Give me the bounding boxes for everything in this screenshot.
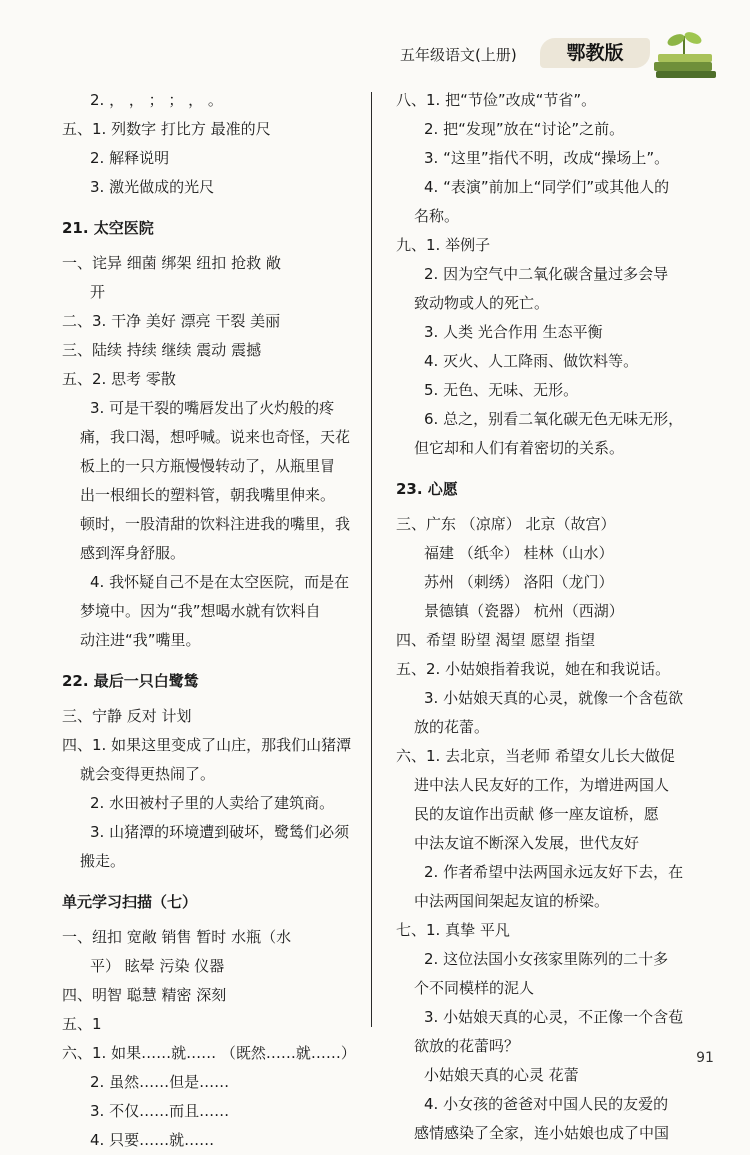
answer-line: 梦境中。因为“我”想喝水就有饮料自: [80, 602, 321, 620]
answer-line: 2. 因为空气中二氧化碳含量过多会导: [424, 265, 669, 283]
answer-line: 感情感染了全家，连小姑娘也成了中国: [414, 1124, 670, 1142]
answer-line: 个不同模样的泥人: [414, 979, 535, 997]
answer-line: 七、1. 真挚 平凡: [396, 921, 510, 939]
answer-line: 2. 把“发现”放在“讨论”之前。: [424, 120, 625, 138]
section-heading: 21. 太空医院: [62, 219, 154, 237]
answer-line: 中法两国间架起友谊的桥梁。: [414, 892, 610, 910]
answer-line: 3. 不仅……而且……: [90, 1102, 230, 1120]
answer-line: 4. “表演”前加上“同学们”或其他人的: [424, 178, 670, 196]
answer-line: 2. 虽然……但是……: [90, 1073, 230, 1091]
answer-line: 2. 作者希望中法两国永远友好下去，在: [424, 863, 684, 881]
answer-line: 四、希望 盼望 渴望 愿望 指望: [396, 631, 596, 649]
answer-line: 3. “这里”指代不明，改成“操场上”。: [424, 149, 670, 167]
answer-line: 三、宁静 反对 计划: [62, 707, 192, 725]
answer-line: 但它却和人们有着密切的关系。: [414, 439, 625, 457]
answer-line: 致动物或人的死亡。: [414, 294, 550, 312]
answer-line: 景德镇（瓷器） 杭州（西湖）: [424, 602, 624, 620]
page-number: 91: [696, 1050, 714, 1066]
answer-line: 平） 眩晕 污染 仪器: [90, 957, 225, 975]
right-column: [396, 86, 696, 1148]
answer-line: 名称。: [414, 207, 460, 225]
column-divider: [371, 92, 372, 1027]
answer-line: 开: [90, 283, 106, 301]
answer-line: 顿时，一股清甜的饮料注进我的嘴里，我: [80, 515, 351, 533]
answer-line: 2. ， ， ； ； ， 。: [90, 91, 223, 109]
section-heading: 22. 最后一只白鹭鸶: [62, 672, 199, 690]
answer-line: 4. 我怀疑自己不是在太空医院，而是在: [90, 573, 350, 591]
answer-line: 3. 可是干裂的嘴唇发出了火灼般的疼: [90, 399, 335, 417]
answer-line: 中法友谊不断深入发展，世代友好: [414, 834, 640, 852]
answer-line: 4. 小女孩的爸爸对中国人民的友爱的: [424, 1095, 669, 1113]
answer-line: 4. 灭火、人工降雨、做饮料等。: [424, 352, 639, 370]
answer-line: 3. 山猪潭的环境遭到破坏，鹭鸶们必须: [90, 823, 350, 841]
answer-line: 3. 小姑娘天真的心灵，就像一个含苞欲: [424, 689, 684, 707]
answer-line: 五、1: [62, 1015, 102, 1033]
answer-line: 出一根细长的塑料管，朝我嘴里伸来。: [80, 486, 336, 504]
answer-line: 福建 （纸伞） 桂林（山水）: [424, 544, 614, 562]
answer-line: 四、1. 如果这里变成了山庄，那我们山猪潭: [62, 736, 352, 754]
section-heading: 单元学习扫描（七）: [62, 893, 198, 911]
answer-line: 2. 这位法国小女孩家里陈列的二十多: [424, 950, 669, 968]
answer-line: 2. 水田被村子里的人卖给了建筑商。: [90, 794, 335, 812]
answer-line: 感到浑身舒服。: [80, 544, 186, 562]
answer-line: 九、1. 举例子: [396, 236, 491, 254]
answer-line: 搬走。: [80, 852, 126, 870]
left-column: [62, 86, 362, 1155]
answer-line: 五、2. 小姑娘指着我说，她在和我说话。: [396, 660, 671, 678]
answer-line: 三、陆续 持续 继续 震动 震撼: [62, 341, 262, 359]
answer-line: 五、2. 思考 零散: [62, 370, 176, 388]
answer-line: 六、1. 如果……就…… （既然……就……）: [62, 1044, 356, 1062]
answer-line: 进中法人民友好的工作，为增进两国人: [414, 776, 670, 794]
answer-line: 三、广东 （凉席） 北京（故宫）: [396, 515, 616, 533]
answer-line: 3. 小姑娘天真的心灵，不正像一个含苞: [424, 1008, 684, 1026]
answer-line: 3. 激光做成的光尺: [90, 178, 215, 196]
answer-line: 苏州 （刺绣） 洛阳（龙门）: [424, 573, 614, 591]
answer-line: 欲放的花蕾吗？: [414, 1037, 520, 1055]
answer-line: 2. 解释说明: [90, 149, 170, 167]
answer-line: 痛，我口渴，想呼喊。说来也奇怪，天花: [80, 428, 351, 446]
answer-line: 5. 无色、无味、无形。: [424, 381, 579, 399]
answer-line: 六、1. 去北京，当老师 希望女儿长大做促: [396, 747, 675, 765]
answer-line: 4. 只要……就……: [90, 1131, 215, 1149]
answer-line: 四、明智 聪慧 精密 深刻: [62, 986, 227, 1004]
answer-line: 民的友谊作出贡献 修一座友谊桥，愿: [414, 805, 659, 823]
answer-line: 八、1. 把“节俭”改成“节省”。: [396, 91, 597, 109]
answer-line: 小姑娘天真的心灵 花蕾: [424, 1066, 579, 1084]
books-plant-icon: [650, 28, 720, 80]
answer-line: 放的花蕾。: [414, 718, 490, 736]
edition-badge: 鄂教版: [540, 38, 650, 68]
section-heading: 23. 心愿: [396, 480, 458, 498]
answer-line: 3. 人类 光合作用 生态平衡: [424, 323, 603, 341]
answer-line: 动注进“我”嘴里。: [80, 631, 201, 649]
answer-line: 一、纽扣 宽敞 销售 暂时 水瓶（水: [62, 928, 292, 946]
answer-line: 就会变得更热闹了。: [80, 765, 216, 783]
answer-line: 一、诧异 细菌 绑架 纽扣 抢救 敞: [62, 254, 281, 272]
answer-line: 二、3. 干净 美好 漂亮 干裂 美丽: [62, 312, 281, 330]
answer-line: 五、1. 列数字 打比方 最准的尺: [62, 120, 271, 138]
answer-line: 板上的一只方瓶慢慢转动了，从瓶里冒: [80, 457, 336, 475]
grade-title: 五年级语文(上册): [400, 46, 517, 64]
answer-line: 6. 总之，别看二氧化碳无色无味无形，: [424, 410, 684, 428]
page-header: [0, 0, 750, 85]
